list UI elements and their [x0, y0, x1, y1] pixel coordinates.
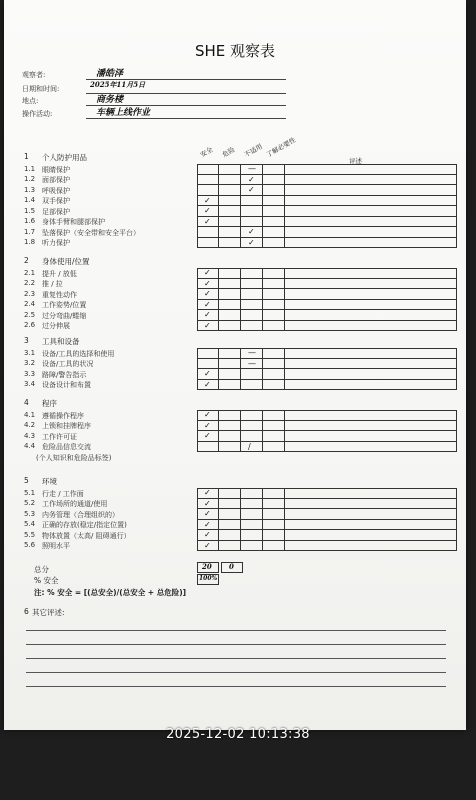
row-label: 坠落保护（安全带和安全平台）	[42, 228, 140, 237]
table-cell	[219, 421, 241, 432]
comment-cell	[285, 321, 457, 332]
table-cell	[263, 279, 285, 290]
table-cell	[219, 321, 241, 332]
comment-cell	[285, 206, 457, 217]
section-title: 个人防护用品	[42, 153, 87, 162]
row-label: 足部保护	[42, 207, 70, 216]
table-cell	[219, 310, 241, 321]
row-number: 5.3	[24, 509, 36, 518]
row-mark: ✓	[204, 519, 211, 529]
row-number: 2.5	[24, 310, 36, 319]
header-field-label: 操作活动:	[22, 110, 53, 118]
row-label: 听力保护	[42, 239, 70, 247]
table-cell	[197, 359, 219, 370]
row-number: 3.3	[24, 369, 36, 378]
table-cell	[219, 217, 241, 228]
comment-cell	[285, 289, 457, 300]
percent-safe-label: % 安全	[34, 576, 59, 585]
table-cell	[241, 530, 263, 541]
row-number: 4.2	[24, 421, 36, 429]
comment-cell	[285, 421, 457, 432]
comment-cell	[285, 268, 457, 279]
comment-cell	[285, 196, 457, 207]
percent-safe-value: 100%	[199, 575, 218, 582]
table-cell	[241, 217, 263, 228]
row-mark: ✓	[204, 379, 211, 389]
row-number: 2.6	[24, 321, 36, 329]
row-mark: ✓	[204, 310, 211, 319]
table-cell	[241, 380, 263, 391]
table-cell	[219, 410, 241, 421]
row-mark: ✓	[204, 420, 211, 430]
col-header-danger: 危险	[221, 145, 237, 159]
table-cell	[241, 488, 263, 499]
comment-cell	[285, 442, 457, 453]
row-number: 3.2	[24, 359, 36, 367]
table-cell	[263, 488, 285, 499]
row-number: 5.4	[24, 520, 36, 528]
table-cell	[219, 206, 241, 217]
header-field-value: 车辆上线作业	[96, 108, 151, 118]
table-cell	[219, 196, 241, 207]
table-cell	[241, 310, 263, 321]
comment-writing-line	[26, 630, 446, 631]
table-cell	[263, 530, 285, 541]
row-number: 5.5	[24, 530, 36, 539]
row-label: 双手保护	[42, 197, 70, 205]
table-cell	[219, 227, 241, 238]
row-mark: ✓	[204, 206, 211, 215]
table-cell	[263, 164, 285, 175]
row-label: 内务管理（合理组织的）	[42, 510, 119, 519]
table-cell	[241, 520, 263, 531]
total-safe-value: 20	[202, 562, 212, 571]
col-header-comments: 评述	[349, 157, 362, 165]
row-label: 设备设计和布置	[42, 381, 91, 389]
row-number: 5.6	[24, 541, 36, 549]
total-label: 总分	[34, 565, 49, 574]
table-cell	[241, 431, 263, 442]
table-cell	[241, 289, 263, 300]
section-title: 工具和设备	[42, 337, 80, 346]
table-cell	[219, 268, 241, 279]
row-label: 上锁和挂牌程序	[42, 422, 91, 430]
comment-cell	[285, 431, 457, 442]
section-number: 5	[24, 476, 29, 485]
comment-cell	[285, 164, 457, 175]
section-number: 1	[24, 152, 29, 161]
table-cell	[263, 541, 285, 552]
table-cell	[263, 300, 285, 311]
row-number: 1.1	[24, 164, 36, 173]
row-mark: /	[248, 441, 251, 451]
section-title: 环境	[42, 477, 57, 486]
table-cell	[219, 431, 241, 442]
row-mark: ✓	[204, 498, 211, 508]
row-label: 工作场所的通道/使用	[42, 500, 108, 508]
comment-writing-line	[26, 644, 446, 645]
table-cell	[263, 321, 285, 332]
table-cell	[263, 442, 285, 453]
comment-cell	[285, 185, 457, 196]
comment-cell	[285, 175, 457, 186]
row-mark: ✓	[248, 174, 255, 184]
table-cell	[219, 289, 241, 300]
row-number: 1.8	[24, 238, 36, 246]
table-cell	[263, 369, 285, 380]
row-label: 面部保护	[42, 176, 70, 184]
table-cell	[263, 410, 285, 421]
table-cell	[197, 185, 219, 196]
section-number: 4	[24, 398, 29, 407]
section-title: 身体使用/位置	[42, 257, 90, 266]
table-cell	[263, 520, 285, 531]
table-cell	[263, 175, 285, 186]
table-cell	[219, 359, 241, 370]
row-mark: —	[248, 358, 256, 368]
row-number: 3.4	[24, 380, 36, 388]
table-cell	[219, 300, 241, 311]
table-cell	[241, 499, 263, 510]
row-number: 1.5	[24, 206, 36, 215]
comment-cell	[285, 509, 457, 520]
header-field-value: 商务楼	[96, 95, 124, 105]
comment-cell	[285, 279, 457, 290]
table-cell	[197, 175, 219, 186]
comment-cell	[285, 238, 457, 249]
row-label: 推 / 拉	[42, 280, 63, 288]
row-label: 提升 / 放低	[42, 269, 77, 278]
row-label: 身体手臂和腿部保护	[42, 218, 105, 226]
table-cell	[219, 348, 241, 359]
row-label: 设备/工具的状况	[42, 360, 94, 368]
table-cell	[219, 185, 241, 196]
row-mark: ✓	[204, 410, 211, 419]
row-mark: ✓	[204, 195, 211, 205]
row-mark: ✓	[204, 431, 211, 440]
header-field-value: 2025年11月5日	[90, 80, 146, 89]
form-title: SHE 观察表	[194, 42, 276, 60]
comment-cell	[285, 530, 457, 541]
row-number: 2.1	[24, 268, 36, 277]
col-header-safe: 安全	[199, 145, 215, 159]
table-cell	[197, 238, 219, 249]
row-label: 过分伸展	[42, 322, 70, 330]
header-field-label: 日期和时间:	[22, 85, 60, 93]
table-cell	[241, 268, 263, 279]
table-cell	[219, 509, 241, 520]
comment-cell	[285, 310, 457, 321]
table-cell	[219, 488, 241, 499]
row-mark: ✓	[248, 237, 255, 247]
table-cell	[263, 238, 285, 249]
table-cell	[219, 369, 241, 380]
comment-cell	[285, 369, 457, 380]
table-cell	[263, 289, 285, 300]
row-number: 3.1	[24, 348, 36, 357]
row-number: 2.4	[24, 300, 36, 308]
table-cell	[263, 421, 285, 432]
row-mark: ✓	[248, 185, 255, 194]
row-mark: ✓	[204, 509, 211, 518]
formula-note: 注: % 安全 = [(总安全)/(总安全 + 总危险)]	[34, 588, 187, 597]
row-label: 呼吸保护	[42, 186, 70, 195]
row-mark: ✓	[204, 488, 211, 497]
row-mark: —	[248, 348, 256, 357]
comment-writing-line	[26, 658, 446, 659]
table-cell	[241, 541, 263, 552]
comment-writing-line	[26, 672, 446, 673]
table-cell	[241, 509, 263, 520]
row-mark: ✓	[204, 216, 211, 226]
table-cell	[197, 164, 219, 175]
row-label: 正确的存放(稳定/指定位置)	[42, 521, 127, 529]
table-cell	[219, 380, 241, 391]
row-number: 4.1	[24, 410, 36, 419]
row-label: 路障/警告指示	[42, 370, 87, 379]
comment-cell	[285, 227, 457, 238]
row-number: 2.2	[24, 279, 36, 287]
table-cell	[241, 196, 263, 207]
section-number: 3	[24, 336, 29, 345]
table-cell	[263, 206, 285, 217]
comment-cell	[285, 348, 457, 359]
comment-cell	[285, 499, 457, 510]
row-label: 重复性动作	[42, 290, 77, 299]
photo-timestamp: 2025-12-02 10:13:38	[166, 727, 310, 742]
row-label-note: (个人知识和危险品标签)	[36, 454, 112, 462]
comment-cell	[285, 410, 457, 421]
observation-form-paper	[4, 0, 466, 730]
table-cell	[219, 530, 241, 541]
table-cell	[263, 268, 285, 279]
table-cell	[219, 238, 241, 249]
row-mark: ✓	[204, 530, 211, 539]
table-cell	[263, 359, 285, 370]
row-mark: —	[248, 164, 256, 173]
table-cell	[263, 196, 285, 207]
comment-cell	[285, 380, 457, 391]
row-number: 4.3	[24, 431, 36, 440]
table-cell	[263, 310, 285, 321]
row-label: 遵循操作程序	[42, 411, 84, 420]
table-cell	[219, 175, 241, 186]
table-cell	[219, 520, 241, 531]
table-cell	[241, 410, 263, 421]
section-number: 2	[24, 256, 29, 265]
table-cell	[263, 509, 285, 520]
table-cell	[241, 300, 263, 311]
header-field-label: 观察者:	[22, 71, 46, 79]
table-cell	[263, 185, 285, 196]
header-field-label: 地点:	[22, 97, 39, 105]
table-cell	[263, 227, 285, 238]
row-number: 1.4	[24, 196, 36, 204]
row-mark: ✓	[204, 540, 211, 550]
row-label: 眼睛保护	[42, 165, 70, 174]
row-mark: ✓	[204, 268, 211, 277]
header-field-value: 潘皓泽	[96, 69, 124, 79]
row-number: 1.6	[24, 217, 36, 225]
comment-cell	[285, 300, 457, 311]
total-danger-value: 0	[229, 562, 234, 571]
col-header-need: 了解必要性	[265, 135, 298, 159]
row-number: 1.7	[24, 227, 36, 236]
row-label: 设备/工具的选择和使用	[42, 349, 115, 358]
table-cell	[263, 431, 285, 442]
table-cell	[241, 421, 263, 432]
comment-writing-line	[26, 686, 446, 687]
header-field-underline	[86, 118, 286, 119]
other-comments-number: 6	[24, 607, 29, 616]
row-mark: ✓	[204, 320, 211, 330]
table-cell	[241, 369, 263, 380]
row-mark: ✓	[204, 278, 211, 288]
col-header-na: 不适用	[243, 142, 264, 159]
table-cell	[263, 348, 285, 359]
row-mark: ✓	[204, 299, 211, 309]
section-title: 程序	[42, 399, 57, 408]
comment-cell	[285, 488, 457, 499]
other-comments-label: 其它评述:	[32, 608, 65, 617]
row-number: 5.1	[24, 488, 36, 497]
row-label: 工作姿势/位置	[42, 301, 87, 309]
table-cell	[219, 442, 241, 453]
table-cell	[241, 442, 263, 453]
comment-cell	[285, 359, 457, 370]
row-label: 物体放置（太高/ 阻碍通行）	[42, 531, 131, 540]
table-cell	[263, 499, 285, 510]
table-cell	[197, 348, 219, 359]
row-number: 1.3	[24, 185, 36, 194]
comment-cell	[285, 520, 457, 531]
row-label: 危险品信息交流	[42, 443, 91, 451]
comment-cell	[285, 541, 457, 552]
table-cell	[241, 206, 263, 217]
table-cell	[263, 380, 285, 391]
row-label: 过分弯曲/蜷缩	[42, 311, 87, 320]
table-cell	[197, 227, 219, 238]
table-cell	[219, 499, 241, 510]
comment-cell	[285, 217, 457, 228]
table-cell	[219, 279, 241, 290]
table-cell	[263, 217, 285, 228]
row-label: 行走 / 工作面	[42, 489, 84, 498]
row-number: 2.3	[24, 289, 36, 298]
row-mark: ✓	[204, 369, 211, 378]
table-cell	[219, 541, 241, 552]
row-mark: ✓	[248, 227, 255, 236]
row-label: 照明水平	[42, 542, 70, 550]
row-label: 工作许可证	[42, 432, 77, 441]
table-cell	[197, 442, 219, 453]
table-cell	[241, 321, 263, 332]
row-mark: ✓	[204, 289, 211, 298]
row-number: 4.4	[24, 442, 36, 450]
row-number: 5.2	[24, 499, 36, 507]
table-cell	[219, 164, 241, 175]
row-number: 1.2	[24, 175, 36, 183]
table-cell	[241, 279, 263, 290]
